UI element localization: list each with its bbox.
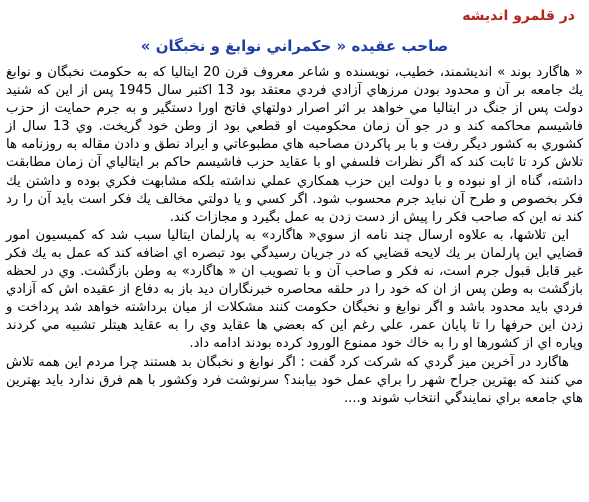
section-heading: در قلمرو انديشه xyxy=(462,8,575,24)
article xyxy=(6,4,583,408)
paragraph: هاگارد در آخرين ميز گردي كه شركت كرد گفت : اگر نوابغ و نخبگان بد هستند چرا مردم اين همه تلاش مي كنند كه بهترين جراح شهر را براي عمل خود بيابند؟ سرنوشت فرد وكشور با هم فرق ندارد بايد بهترين هاي جامعه براي نمايندگي انتخاب شوند و.... xyxy=(6,354,583,406)
paragraph: اين تلاشها، به علاوه ارسال چند نامه از سوي« هاگارد» به پارلمان ايتاليا سبب شد كه كميسيون امور قضايي اين پارلمان بر يك لايحه قضايي كه در جريان رسيدگي بود تبصره اي اضافه كند كه عمل به يك فكر غير قابل قبول جرم است، نه فكر و صاحب آن و با تصويب ان « هاگارد» به وطن بازگشت. وي در لحظه بازگشت به وطن پس از ان كه خود را در حلقه محاصره خبرنگاران ديد باز به دفاع از عقيده اش كه آزادي فردي بايد محدود باشد و اگر نوابغ و نخبگان حكومت كنند مشكلات از ميان برداشته خواهد شد پرداخت و زدن اين حرفها را تا پايان عمر، علي رغم اين كه بعضي ها عقايد وي را به عقايد هيتلر تشبيه مي كردند وپاره اي از كشورها او را به خاك خود ممنوع الورود كرده بودند ادامه داد. xyxy=(6,227,583,352)
paragraph: « هاگارد بوند » انديشمند، خطيب، نويسنده و شاعر معروف قرن 20 ايتاليا كه به حكومت نخبگان و نوابغ يك جامعه بر آن و محدود بودن مرزهاي آزادي فردي معتقد بود 13 اكتبر سال 1945 پس از اين كه شنيد دولت پس از جنگ در ايتاليا مي خواهد بر اثر اصرار دولتهاي فاتح اورا دستگير و به جرم حمايت از حزب فاشيسم محاكمه كند و در جو آن زمان محكوميت او قطعي بود از وطن خود گريخت. وي 13 سال از كشوري به كشور ديگر رفت و با بر پاكردن مصاحبه هاي مطبوعاتي و ايراد نطق و دادن مقاله به روزنامه ها تلاش كرد تا ثابت كند كه اگر نظرات فلسفي او با عقايد حزب فاشيسم حاكم بر ايتالياي آن زمان مطابقت داشته، گناه از او نبوده و با دولت اين حزب همكاري عملي نداشته بلكه مشابهت فكري بوده و داشتن يك فكر بخصوص و طرح آن نبايد جرم محسوب شود. اگر كسي و يا دولتي مخالف يك فكر است بايد آن را رد كند نه اين كه صاحب فكر را پيش از دست زدن به عمل بگيرد و مجازات كند. xyxy=(6,65,583,225)
article-body xyxy=(6,64,583,408)
article-title: صاحب عقيده « حكمراني نوابغ و نخبگان » xyxy=(140,37,449,55)
